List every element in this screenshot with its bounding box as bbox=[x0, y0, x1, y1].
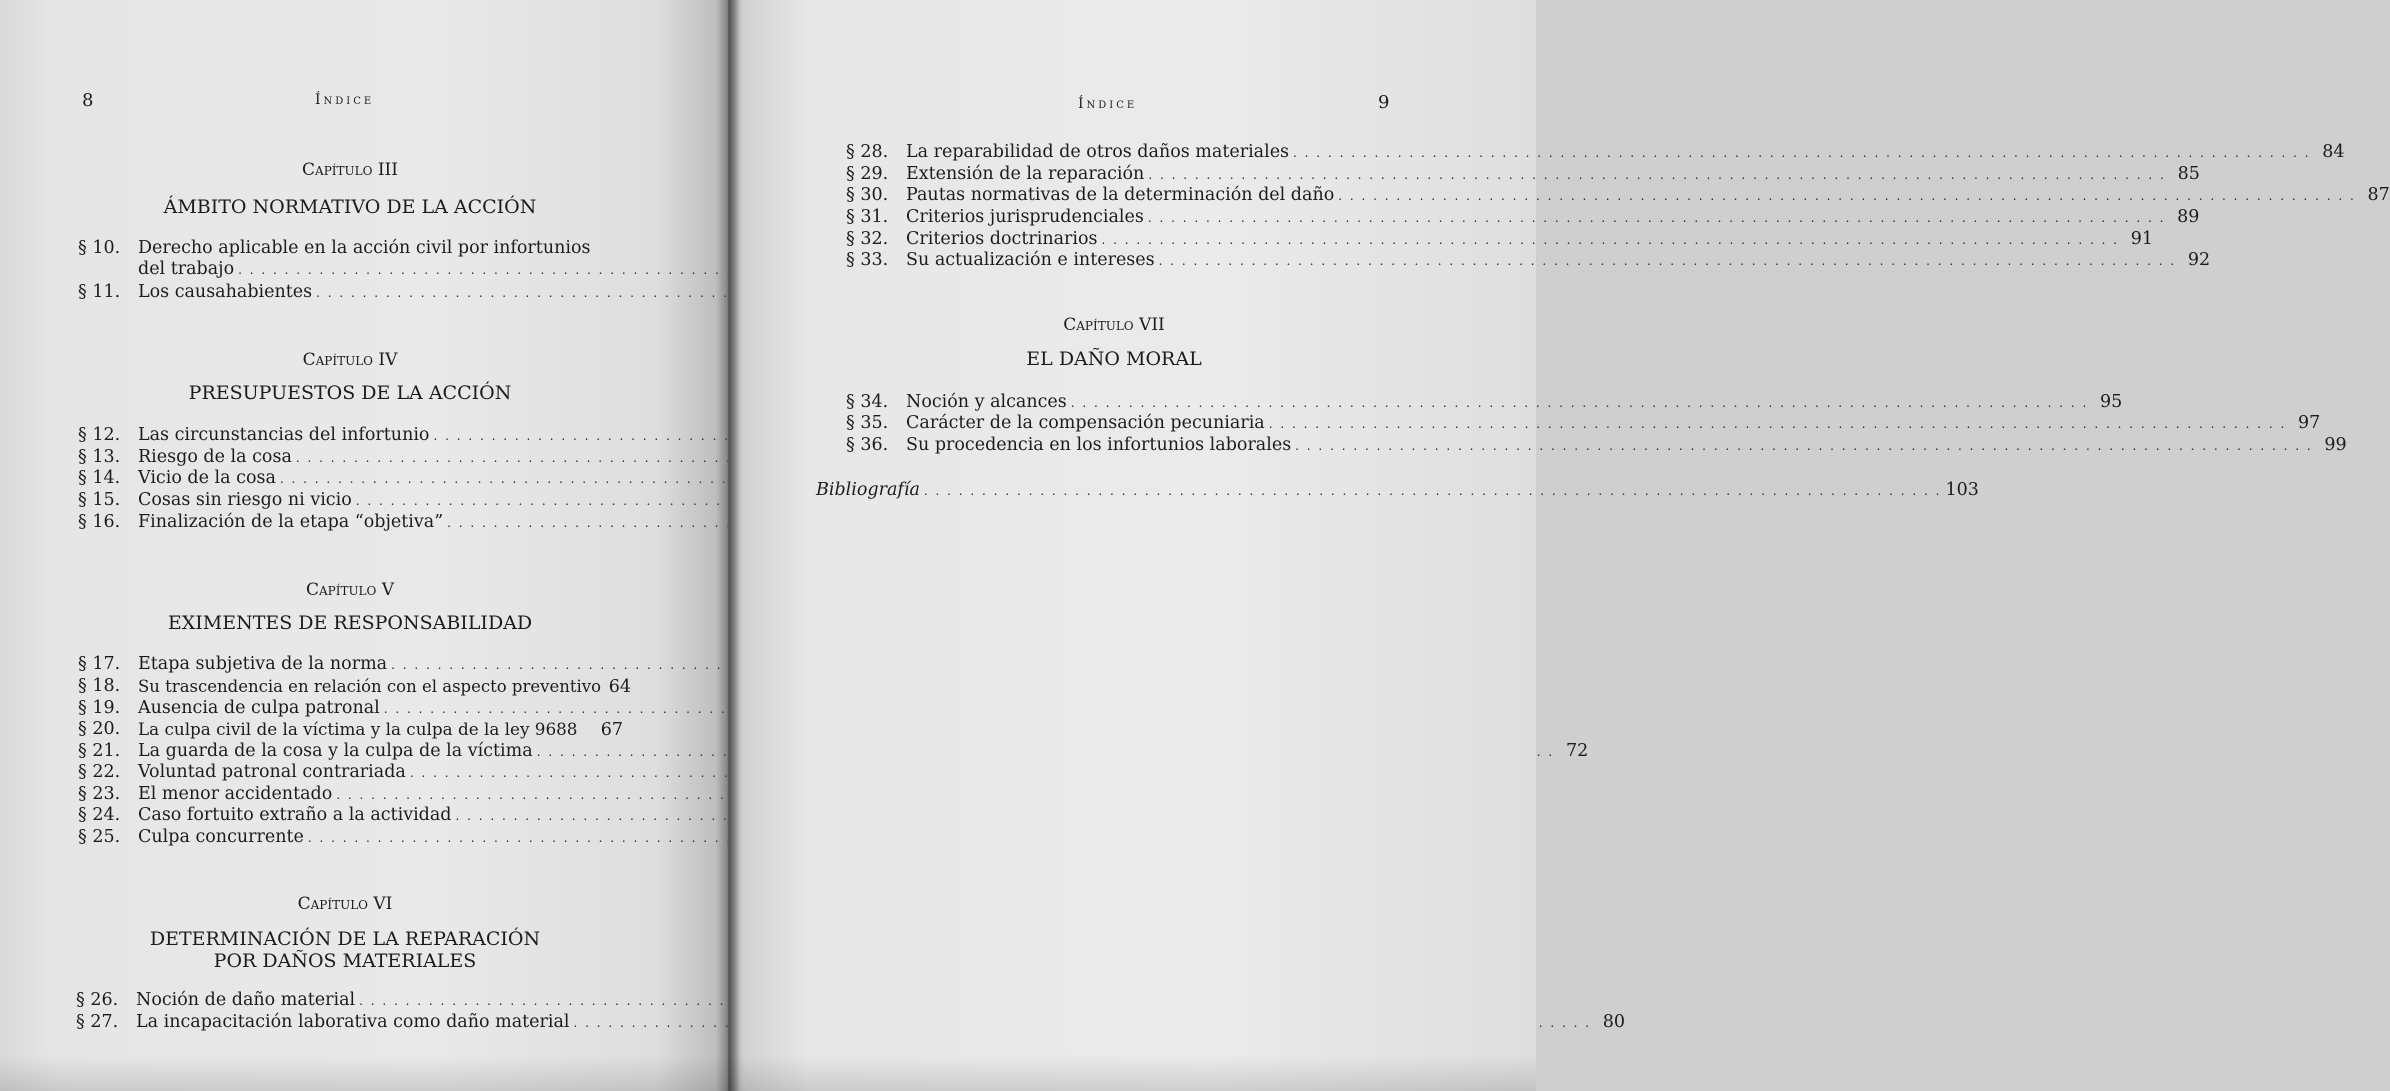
entry-text: Criterios doctrinarios bbox=[906, 229, 1098, 249]
toc-entry[interactable] bbox=[78, 425, 623, 447]
entry-text: Riesgo de la cosa bbox=[138, 447, 292, 467]
entry-page: 103 bbox=[1945, 480, 1979, 500]
entry-page: 92 bbox=[2187, 250, 2211, 270]
bibliography-label: Bibliografía bbox=[816, 480, 920, 500]
toc-entry[interactable] bbox=[78, 468, 623, 490]
entry-page: 87 bbox=[2367, 185, 2390, 205]
toc-entry[interactable] bbox=[846, 229, 2154, 251]
toc-entry[interactable] bbox=[78, 654, 623, 676]
toc-entry[interactable] bbox=[846, 392, 2123, 414]
entry-text: Noción y alcances bbox=[906, 392, 1067, 412]
page-number-right: 9 bbox=[1378, 92, 1390, 113]
leader-dots bbox=[1148, 165, 2166, 186]
entry-text: Su actualización e intereses bbox=[906, 250, 1155, 270]
page-shadow bbox=[0, 1055, 1536, 1091]
chapter-title: DETERMINACIÓN DE LA REPARACIÓN POR DAÑOS MATERIALES bbox=[149, 928, 541, 972]
entry-page: 85 bbox=[2177, 164, 2200, 184]
entry-text: Vicio de la cosa bbox=[138, 468, 276, 488]
entry-page: 97 bbox=[2297, 413, 2321, 433]
toc-entry[interactable] bbox=[78, 676, 632, 698]
section-number: § 26. bbox=[76, 990, 119, 1010]
section-number: § 15. bbox=[78, 490, 121, 510]
section-number: § 20. bbox=[78, 719, 121, 739]
toc-entry[interactable] bbox=[846, 413, 2321, 435]
entry-text: Su trascendencia en relación con el aspecto preventivo bbox=[138, 677, 602, 696]
toc-entry[interactable] bbox=[78, 762, 623, 784]
chapter-title: EXIMENTES DE RESPONSABILIDAD bbox=[167, 612, 533, 634]
entry-page: 67 bbox=[600, 720, 623, 740]
section-number: § 33. bbox=[846, 250, 889, 270]
section-number: § 34. bbox=[846, 392, 889, 412]
toc-entry[interactable] bbox=[78, 447, 623, 469]
section-number: § 16. bbox=[78, 512, 121, 532]
section-number: § 11. bbox=[78, 282, 121, 302]
entry-text: Culpa concurrente bbox=[138, 827, 304, 847]
toc-entry[interactable] bbox=[78, 698, 623, 720]
entry-text: Criterios jurisprudenciales bbox=[906, 207, 1144, 227]
entry-text: Derecho aplicable en la acción civil por infortunios bbox=[138, 238, 591, 258]
entry-page: 95 bbox=[2100, 392, 2123, 412]
section-number: § 28. bbox=[846, 142, 889, 162]
leader-dots bbox=[1159, 251, 2177, 272]
entry-text: La reparabilidad de otros daños materiales bbox=[906, 142, 1290, 162]
toc-entry[interactable] bbox=[846, 250, 2211, 272]
toc-entry[interactable] bbox=[78, 784, 623, 806]
entry-text: Etapa subjetiva de la norma bbox=[138, 654, 388, 674]
section-number: § 29. bbox=[846, 164, 889, 184]
chapter-label: Capítulo VI bbox=[297, 894, 393, 914]
toc-entry[interactable] bbox=[78, 238, 623, 282]
entry-text: Su procedencia en los infortunios laborales bbox=[906, 435, 1292, 455]
chapter-title: EL DAÑO MORAL bbox=[1026, 348, 1202, 370]
section-number: § 21. bbox=[78, 741, 121, 761]
section-number: § 19. bbox=[78, 698, 121, 718]
leader-dots bbox=[1295, 436, 2313, 457]
entry-page: 72 bbox=[1565, 741, 1589, 761]
entry-text: La incapacitación laborativa como daño material bbox=[136, 1012, 570, 1032]
entry-text: Pautas normativas de la determinación del daño bbox=[906, 185, 1335, 205]
section-number: § 23. bbox=[78, 784, 121, 804]
entry-text: Voluntad patronal contrariada bbox=[138, 762, 406, 782]
section-number: § 14. bbox=[78, 468, 121, 488]
section-number: § 31. bbox=[846, 207, 889, 227]
section-number: § 22. bbox=[78, 762, 121, 782]
toc-entry[interactable] bbox=[846, 142, 2345, 164]
entry-text: Las circunstancias del infortunio bbox=[138, 425, 430, 445]
entry-text: La culpa civil de la víctima y la culpa de la ley 9688 bbox=[138, 719, 578, 739]
toc-entry[interactable] bbox=[846, 185, 2390, 207]
chapter-label: Capítulo III bbox=[302, 160, 398, 180]
toc-entry[interactable] bbox=[846, 164, 2200, 186]
chapter-label: Capítulo VII bbox=[1063, 315, 1165, 335]
section-number: § 17. bbox=[78, 654, 121, 674]
entry-text: del trabajo bbox=[138, 259, 235, 280]
entry-page: 84 bbox=[2322, 142, 2345, 162]
section-number: § 24. bbox=[78, 805, 121, 825]
toc-entry[interactable] bbox=[78, 490, 623, 512]
chapter-title: ÁMBITO NORMATIVO DE LA ACCIÓN bbox=[163, 196, 537, 218]
running-head-right: Índice bbox=[1078, 96, 1138, 112]
entry-text: Noción de daño material bbox=[136, 990, 356, 1010]
leader-dots bbox=[1338, 186, 2356, 207]
entry-text: Cosas sin riesgo ni vicio bbox=[138, 490, 352, 510]
toc-entry[interactable] bbox=[78, 719, 623, 741]
section-number: § 27. bbox=[76, 1012, 119, 1032]
section-number: § 12. bbox=[78, 425, 121, 445]
toc-entry[interactable] bbox=[846, 207, 2200, 229]
entry-text: Caso fortuito extraño a la actividad bbox=[138, 805, 452, 825]
section-number: § 30. bbox=[846, 185, 889, 205]
chapter-label: Capítulo IV bbox=[302, 350, 398, 370]
leader-dots bbox=[1148, 208, 2166, 229]
section-number: § 13. bbox=[78, 447, 121, 467]
toc-entry[interactable] bbox=[76, 1012, 1626, 1034]
section-number: § 25. bbox=[78, 827, 121, 847]
section-number: § 35. bbox=[846, 413, 889, 433]
toc-entry[interactable] bbox=[846, 435, 2347, 457]
entry-page: 80 bbox=[1602, 1012, 1626, 1032]
chapter-label: Capítulo V bbox=[305, 580, 395, 600]
entry-text: Los causahabientes bbox=[138, 282, 313, 302]
toc-entry[interactable] bbox=[78, 827, 623, 849]
entry-text: El menor accidentado bbox=[138, 784, 333, 804]
toc-entry[interactable] bbox=[78, 512, 623, 534]
book-gutter bbox=[716, 0, 740, 1091]
entry-page: 91 bbox=[2130, 229, 2154, 249]
entry-text: Extensión de la reparación bbox=[906, 164, 1145, 184]
entry-text: Carácter de la compensación pecuniaria bbox=[906, 413, 1265, 433]
entry-page: 64 bbox=[608, 677, 632, 697]
toc-entry[interactable] bbox=[78, 805, 623, 827]
running-head-left: Índice bbox=[315, 92, 375, 108]
leader-dots bbox=[1071, 393, 2089, 414]
entry-text: Ausencia de culpa patronal bbox=[138, 698, 380, 718]
section-number: § 10. bbox=[78, 238, 121, 258]
toc-entry[interactable] bbox=[78, 741, 1589, 763]
leader-dots bbox=[1102, 230, 2120, 251]
leader-dots bbox=[924, 481, 1942, 502]
page-number-left: 8 bbox=[82, 90, 94, 111]
section-number: § 36. bbox=[846, 435, 889, 455]
leader-dots bbox=[1269, 414, 2287, 435]
toc-entry[interactable] bbox=[76, 990, 621, 1012]
section-number: § 18. bbox=[78, 676, 121, 696]
entry-page: 99 bbox=[2324, 435, 2347, 455]
leader-dots bbox=[1293, 143, 2311, 164]
entry-text: Finalización de la etapa “objetiva” bbox=[138, 512, 444, 532]
toc-entry[interactable] bbox=[78, 282, 623, 304]
entry-text: La guarda de la cosa y la culpa de la víctima bbox=[138, 741, 533, 761]
chapter-title: PRESUPUESTOS DE LA ACCIÓN bbox=[188, 382, 512, 404]
toc-entry-bibliography[interactable] bbox=[816, 480, 1979, 502]
entry-page: 89 bbox=[2177, 207, 2200, 227]
section-number: § 32. bbox=[846, 229, 889, 249]
